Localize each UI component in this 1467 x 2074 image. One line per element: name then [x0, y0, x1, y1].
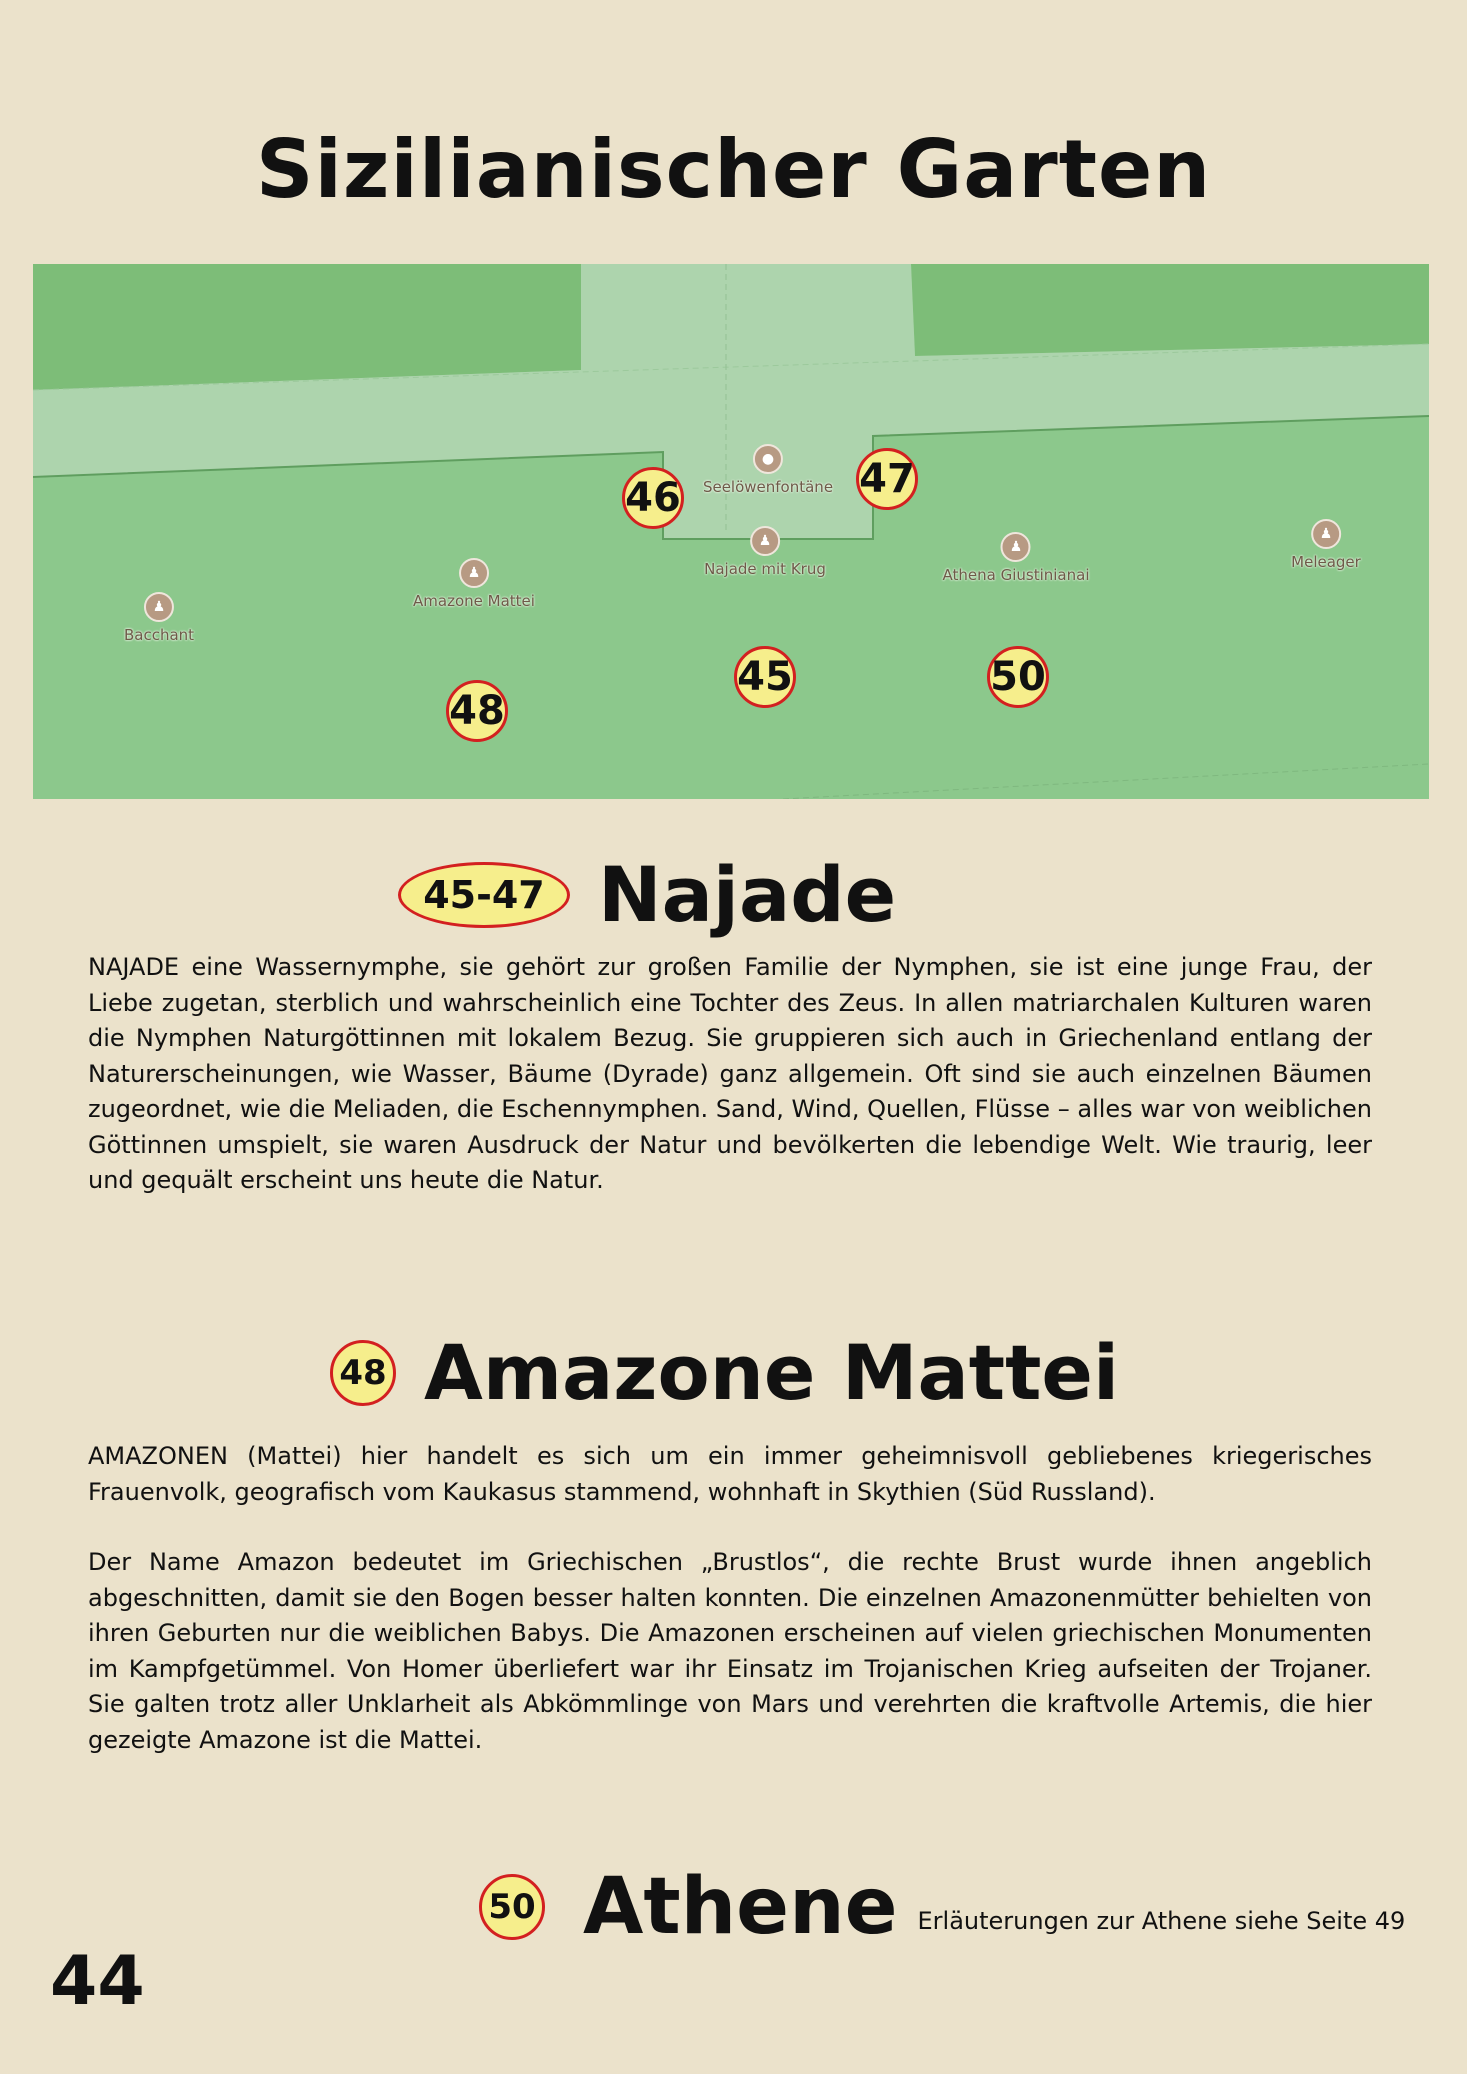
map-marker-45[interactable]: 45	[734, 646, 796, 708]
poi-bacchant[interactable]: ♟ Bacchant	[124, 592, 194, 644]
poi-najade-mit-krug[interactable]: ♟ Najade mit Krug	[704, 526, 826, 578]
garden-map	[33, 264, 1429, 799]
poi-seeloewenfontaene[interactable]: ● Seelöwenfontäne	[703, 444, 833, 496]
athene-heading: Athene	[583, 1862, 898, 1952]
statue-icon: ♟	[1001, 532, 1031, 562]
amazone-text-2: Der Name Amazon bedeutet im Griechischen „Brustlos“, die rechte Brust wurde ihnen angeblich abgeschnitten, damit sie den Bogen besser halten konnten. Die einzelnen Amazonenmütter behielten von ihren Geburten nur die weiblichen Babys. Die Amazonen erscheinen auf vielen griechischen Monumenten im Kampfgetümmel. Von Homer überliefert war ihr Einsatz im Trojanischen Krieg aufseiten der Trojaner. Sie galten trotz aller Unklarheit als Abkömmlinge von Mars und verehrten die kraftvolle Artemis, die hier gezeigte Amazone ist die Mattei.	[88, 1548, 1372, 1754]
fountain-icon: ●	[753, 444, 783, 474]
najade-heading-row	[398, 850, 896, 940]
map-marker-48[interactable]: 48	[446, 680, 508, 742]
amazone-heading: Amazone Mattei	[424, 1328, 1120, 1417]
athene-heading-row	[479, 1862, 1405, 1952]
najade-heading: Najade	[598, 850, 897, 939]
athene-badge: 50	[479, 1874, 545, 1940]
map-marker-47[interactable]: 47	[856, 448, 918, 510]
page-number: 44	[50, 1942, 145, 2021]
poi-meleager[interactable]: ♟ Meleager	[1291, 519, 1361, 571]
amazone-text-1: AMAZONEN (Mattei) hier handelt es sich um ein immer geheimnisvoll gebliebenes kriegerisches Frauenvolk, geografisch vom Kaukasus stammend, wohnhaft in Skythien (Süd Russland).	[88, 1442, 1372, 1506]
najade-text: NAJADE eine Wassernymphe, sie gehört zur großen Familie der Nymphen, sie ist eine junge Frau, der Liebe zugetan, sterblich und wahrscheinlich eine Tochter des Zeus. In allen matriarchalen Kulturen waren die Nymphen Naturgöttinnen mit lokalem Bezug. Sie gruppieren sich auch in Griechenland entlang der Naturerscheinungen, wie Wasser, Bäume (Dyrade) ganz allgemein. Oft sind sie auch einzelnen Bäumen zugeordnet, wie die Meliaden, die Eschennymphen. Sand, Wind, Quellen, Flüsse – alles war von weiblichen Göttinnen umspielt, sie waren Ausdruck der Natur und bevölkerten die lebendige Welt. Wie traurig, leer und gequält erscheint uns heute die Natur.	[88, 953, 1372, 1194]
poi-athena-giustinianai[interactable]: ♟ Athena Giustinianai	[943, 532, 1090, 584]
map-marker-46[interactable]: 46	[622, 467, 684, 529]
statue-icon: ♟	[459, 558, 489, 588]
athene-note: Erläuterungen zur Athene siehe Seite 49	[917, 1907, 1406, 1935]
statue-icon: ♟	[1311, 519, 1341, 549]
amazone-badge: 48	[330, 1340, 396, 1406]
najade-badge: 45-47	[398, 862, 570, 928]
statue-icon: ♟	[144, 592, 174, 622]
amazone-heading-row	[330, 1328, 1119, 1418]
map-marker-50[interactable]: 50	[987, 646, 1049, 708]
statue-icon: ♟	[750, 526, 780, 556]
poi-amazone-mattei[interactable]: ♟ Amazone Mattei	[413, 558, 535, 610]
page-title: Sizilianischer Garten	[255, 123, 1212, 216]
